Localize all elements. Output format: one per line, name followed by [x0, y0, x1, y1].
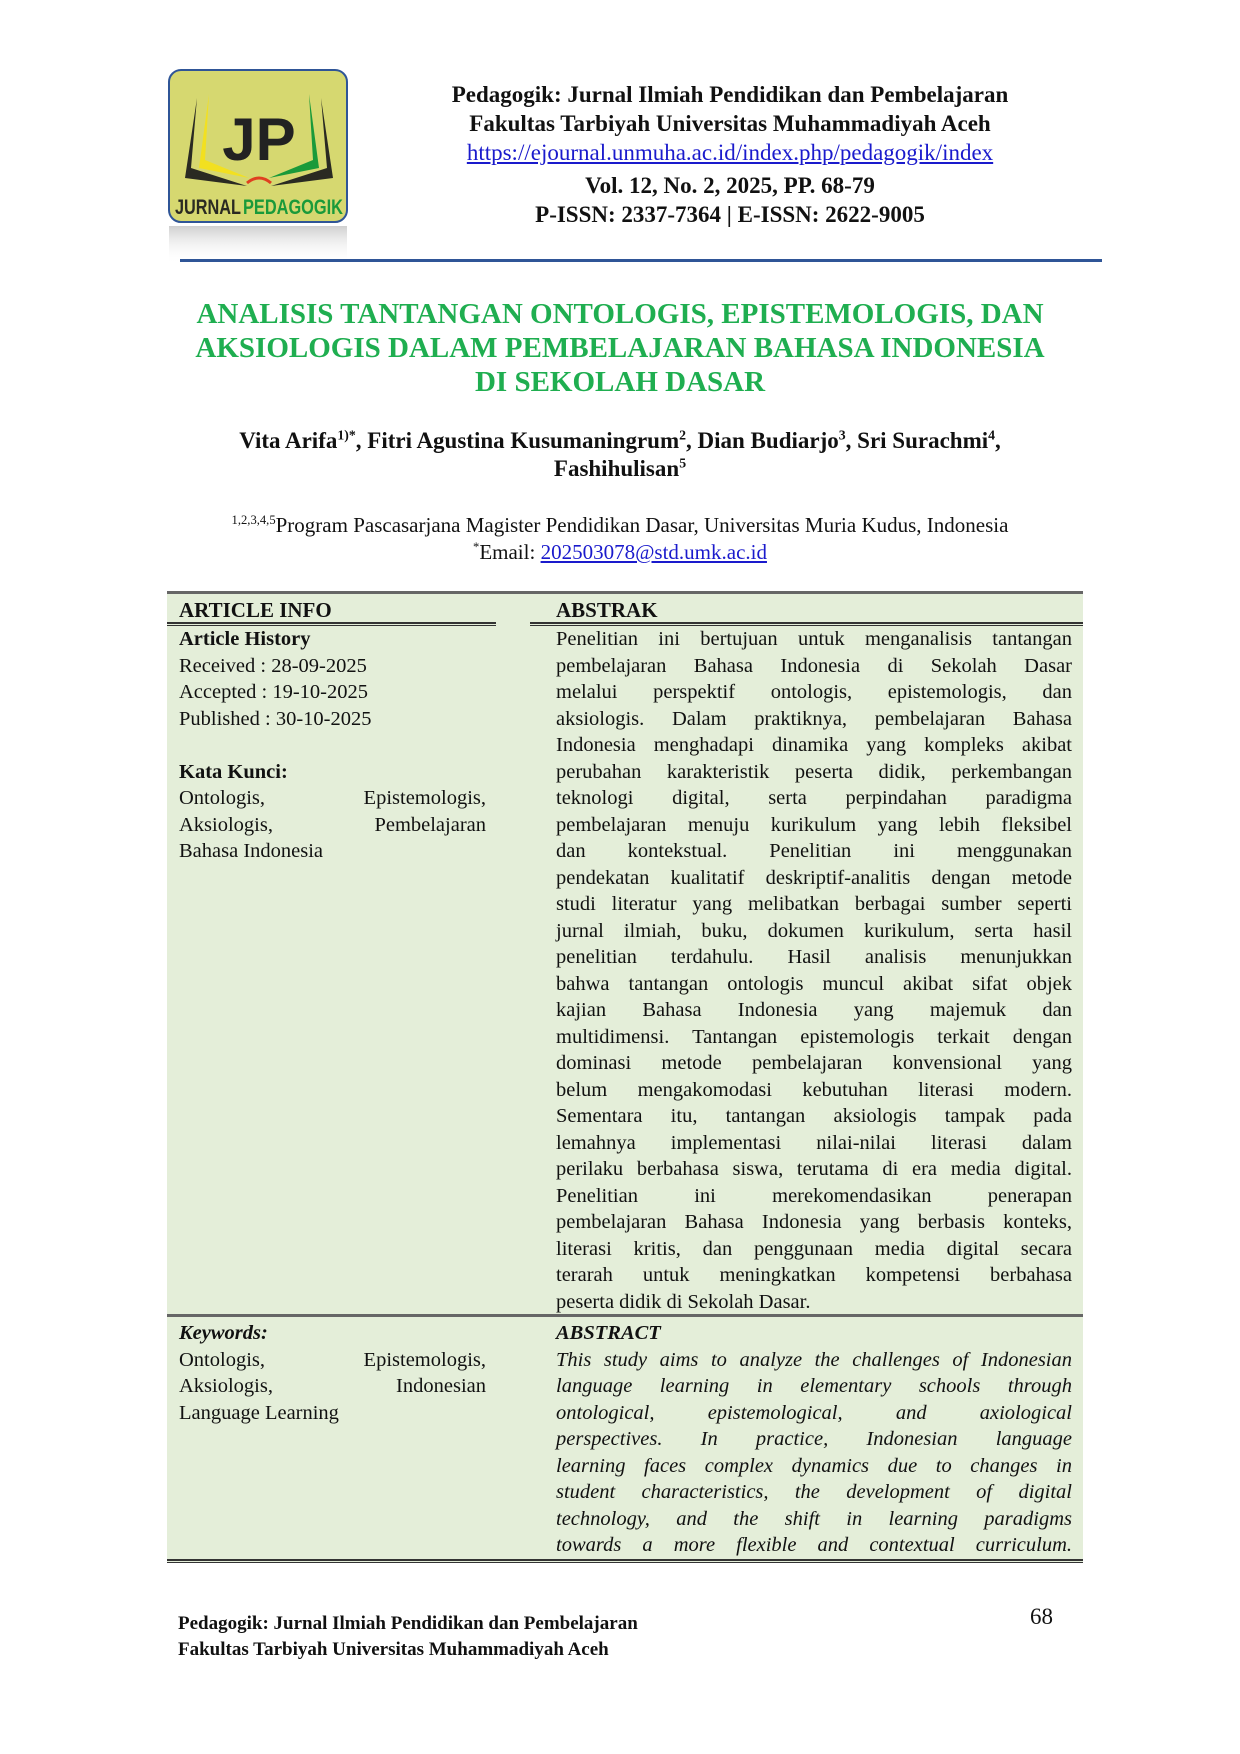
abstract-line: pembelajaran Bahasa Indonesia di Sekolah Dasar [556, 654, 1072, 677]
abstract-line: Penelitian ini merekomendasikan penerapan [556, 1184, 1072, 1207]
affiliation [180, 512, 1060, 566]
separator: , [686, 428, 698, 453]
keywords-line: Aksiologis, Indonesian [179, 1375, 486, 1397]
abstract-line: bahwa tantangan ontologis muncul akibat sifat objek [556, 972, 1072, 995]
abstrak-body [556, 626, 1072, 1315]
affiliation-text: Program Pascasarjana Magister Pendidikan Dasar, Universitas Muria Kudus, Indonesia [275, 513, 1009, 537]
author-sup: 5 [679, 455, 687, 471]
abstract-line: This study aims to analyze the challenges of Indonesian [556, 1348, 1072, 1371]
abstract-line: multidimensi. Tantangan epistemologis terkait dengan [556, 1025, 1072, 1048]
abstract-line: ontological, epistemological, and axiological [556, 1401, 1072, 1424]
abstract-line: perubahan karakteristik peserta didik, perkembangan [556, 760, 1072, 783]
abstract-line: language learning in elementary schools through [556, 1375, 1072, 1397]
article-info-heading: ARTICLE INFO [179, 598, 332, 622]
author-name: Sri Surachmi [857, 428, 989, 453]
abstract-line: kajian Bahasa Indonesia yang majemuk dan [556, 999, 1072, 1021]
abstract-line: studi literatur yang melibatkan berbagai sumber seperti [556, 893, 1072, 915]
separator: , [355, 428, 368, 453]
abstrak-heading: ABSTRAK [556, 598, 658, 622]
abstract-line: pendekatan kualitatif deskriptif-analitis dengan metode [556, 866, 1072, 889]
keywords-heading: Keywords: [179, 1322, 268, 1344]
svg-text:JURNAL: JURNAL [175, 196, 242, 219]
abstract-line: terarah untuk meningkatkan kompetensi berbahasa [556, 1264, 1072, 1286]
email-label: Email: [479, 540, 541, 564]
abstract-line: dan kontekstual. Penelitian ini menggunakan [556, 840, 1072, 862]
abstract-line: technology, and the shift in learning paradigms [556, 1507, 1072, 1530]
abstract-line: penelitian terdahulu. Hasil analisis menunjukkan [556, 946, 1072, 968]
abstract-line: Sementara itu, tantangan aksiologis tampak pada [556, 1105, 1072, 1127]
separator: , [995, 428, 1001, 453]
abstract-line: student characteristics, the development of digital [556, 1481, 1072, 1503]
abstract-line: melalui perspektif ontologis, epistemologis, dan [556, 681, 1072, 703]
abstract-heading: ABSTRACT [556, 1322, 661, 1344]
author-name: Vita Arifa [239, 428, 338, 453]
abstract-line: literasi kritis, dan penggunaan media digital secara [556, 1237, 1072, 1260]
footer-journal: Pedagogik: Jurnal Ilmiah Pendidikan dan Pembelajaran [178, 1613, 638, 1634]
journal-url-link[interactable]: https://ejournal.unmuha.ac.id/index.php/pedagogik/index [466, 140, 994, 165]
abstract-body [556, 1347, 1072, 1559]
title-line: ANALISIS TANTANGAN ONTOLOGIS, EPISTEMOLOGIS, DAN [196, 298, 1044, 330]
abstract-line: belum mengakomodasi kebutuhan literasi modern. [556, 1078, 1072, 1101]
accepted-date: Accepted : 19-10-2025 [179, 681, 368, 703]
footer [178, 1611, 638, 1663]
issn-info: P-ISSN: 2337-7364 | E-ISSN: 2622-9005 [535, 202, 925, 227]
email-link[interactable]: 202503078@std.umk.ac.id [540, 540, 767, 564]
author-name: Fitri Agustina Kusumaningrum [367, 428, 680, 453]
article-history [179, 626, 486, 865]
footer-faculty: Fakultas Tarbiyah Universitas Muhammadiyah Aceh [178, 1639, 609, 1660]
author-sup: 2 [679, 427, 687, 443]
abstract-line: towards a more flexible and contextual curriculum. [556, 1534, 1072, 1556]
table-mid-border [167, 1314, 1083, 1317]
kata-kunci-line: Ontologis, Epistemologis, [179, 787, 486, 809]
separator: , [845, 428, 858, 453]
abstract-line: pembelajaran Bahasa Indonesia yang berbasis konteks, [556, 1211, 1072, 1233]
abstract-line: aksiologis. Dalam praktiknya, pembelajaran Bahasa [556, 707, 1072, 730]
abstract-line: jurnal ilmiah, buku, dokumen kurikulum, serta hasil [556, 919, 1072, 942]
email-sup: * [473, 540, 480, 554]
received-date: Received : 28-09-2025 [179, 654, 367, 677]
keywords-line: Language Learning [179, 1401, 339, 1424]
article-title [180, 297, 1060, 399]
abstract-line: Indonesia menghadapi dinamika yang kompleks akibat [556, 734, 1072, 756]
title-line: AKSIOLOGIS DALAM PEMBELAJARAN BAHASA INDONESIA [195, 332, 1045, 364]
kata-kunci-line: Bahasa Indonesia [179, 840, 324, 862]
abstract-line: lemahnya implementasi nilai-nilai literasi dalam [556, 1131, 1072, 1154]
kata-kunci-heading: Kata Kunci: [179, 760, 288, 783]
abstract-section [556, 1320, 1072, 1559]
abstract-line: pembelajaran menuju kurikulum yang lebih fleksibel [556, 813, 1072, 836]
author-list [180, 427, 1060, 483]
svg-text:PEDAGOGIK: PEDAGOGIK [243, 196, 343, 219]
title-line: DI SEKOLAH DASAR [474, 366, 766, 398]
abstract-line: perspectives. In practice, Indonesian language [556, 1428, 1072, 1450]
published-date: Published : 30-10-2025 [179, 707, 372, 730]
svg-text:JP: JP [222, 106, 296, 173]
author-name: Fashihulisan [553, 456, 680, 481]
keywords-line: Ontologis, Epistemologis, [179, 1348, 486, 1371]
table-bottom-border [167, 1559, 1083, 1563]
abstract-line: teknologi digital, serta perpindahan paradigma [556, 787, 1072, 809]
journal-name: Pedagogik: Jurnal Ilmiah Pendidikan dan Pembelajaran [451, 82, 1009, 107]
header-divider [180, 259, 1102, 262]
kata-kunci-line: Aksiologis, Pembelajaran [179, 813, 486, 836]
article-history-heading: Article History [179, 628, 311, 650]
author-sup: 3 [838, 427, 846, 443]
abstract-line: peserta didik di Sekolah Dasar. [556, 1290, 811, 1313]
page-number: 68 [1030, 1604, 1053, 1629]
affiliation-sup: 1,2,3,4,5 [231, 513, 276, 527]
abstract-line: perilaku berbahasa siswa, terutama di era media digital. [556, 1158, 1072, 1180]
author-name: Dian Budiarjo [697, 428, 839, 453]
volume-info: Vol. 12, No. 2, 2025, PP. 68-79 [585, 173, 875, 198]
abstract-line: learning faces complex dynamics due to changes in [556, 1454, 1072, 1477]
author-sup: 1)* [337, 427, 356, 443]
table-top-border [167, 591, 1083, 594]
journal-logo [167, 68, 351, 264]
abstract-line: dominasi metode pembelajaran konvensional yang [556, 1052, 1072, 1074]
author-sup: 4 [988, 427, 996, 443]
abstract-line: Penelitian ini bertujuan untuk menganalisis tantangan [556, 628, 1072, 650]
keywords-section [179, 1320, 486, 1426]
faculty-name: Fakultas Tarbiyah Universitas Muhammadiyah Aceh [469, 111, 991, 136]
